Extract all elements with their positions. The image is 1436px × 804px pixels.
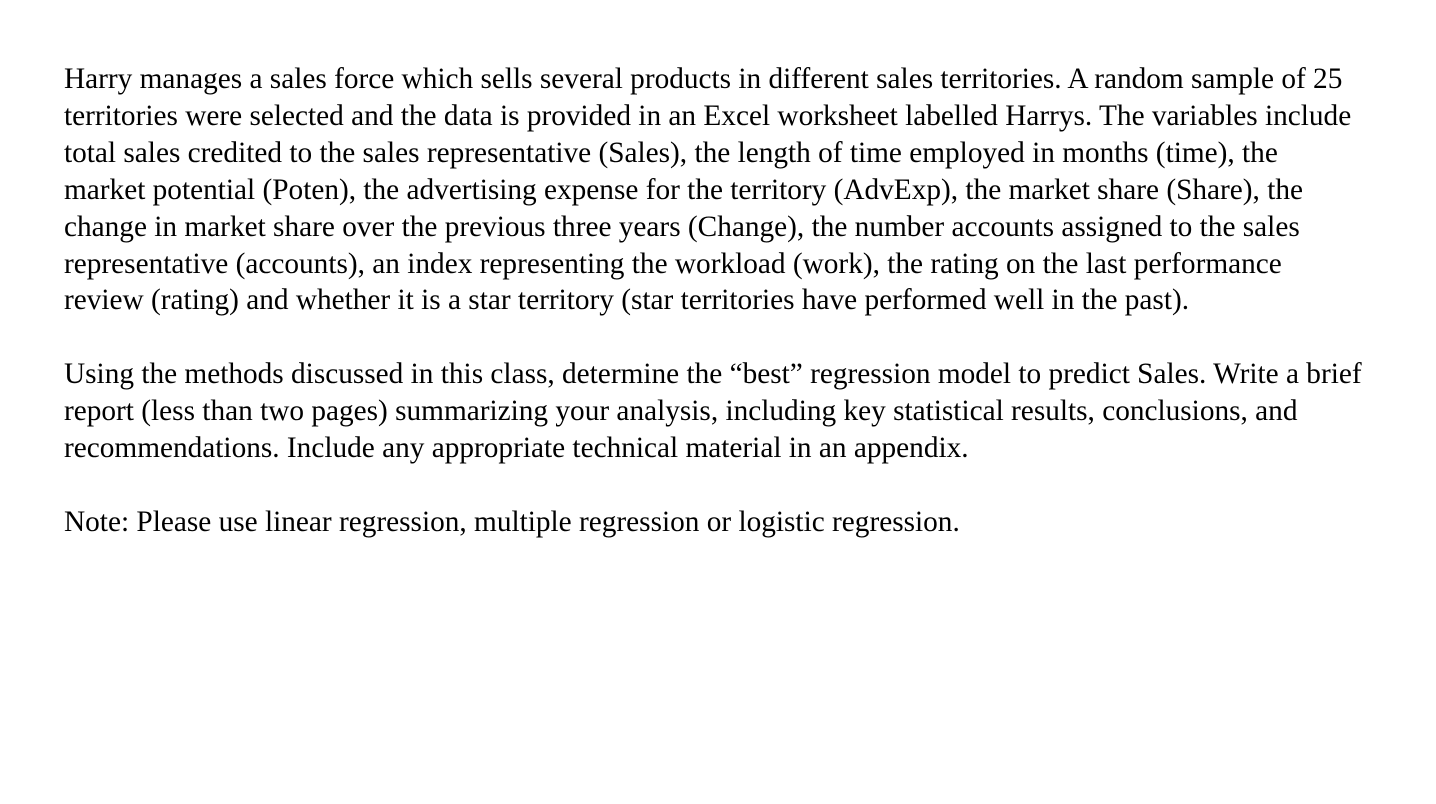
paragraph-note: Note: Please use linear regression, multiple regression or logistic regression.: [64, 505, 960, 538]
paragraph-problem-description: Harry manages a sales force which sells several products in different sales territories. A random sample of 25 territories were selected and the data is provided in an Excel worksheet labelled Harrys. The variables include total sales credited to the sales representative (Sales), the length of time employed in months (time), the market potential (Poten), the advertising expense for the territory (AdvExp), the market share (Share), the change in market share over the previous three years (Change), the number accounts assigned to the sales representative (accounts), an index representing the workload (work), the rating on the last performance review (rating) and whether it is a star territory (star territories have performed well in the past).: [64, 63, 1352, 317]
document-page: [64, 61, 1364, 541]
paragraph-assignment-instructions: Using the methods discussed in this class, determine the “best” regression model to predict Sales. Write a brief report (less than two pages) summarizing your analysis, including key statistical results, conclusions, and recommendations. Include any appropriate technical material in an appendix.: [64, 358, 1362, 465]
